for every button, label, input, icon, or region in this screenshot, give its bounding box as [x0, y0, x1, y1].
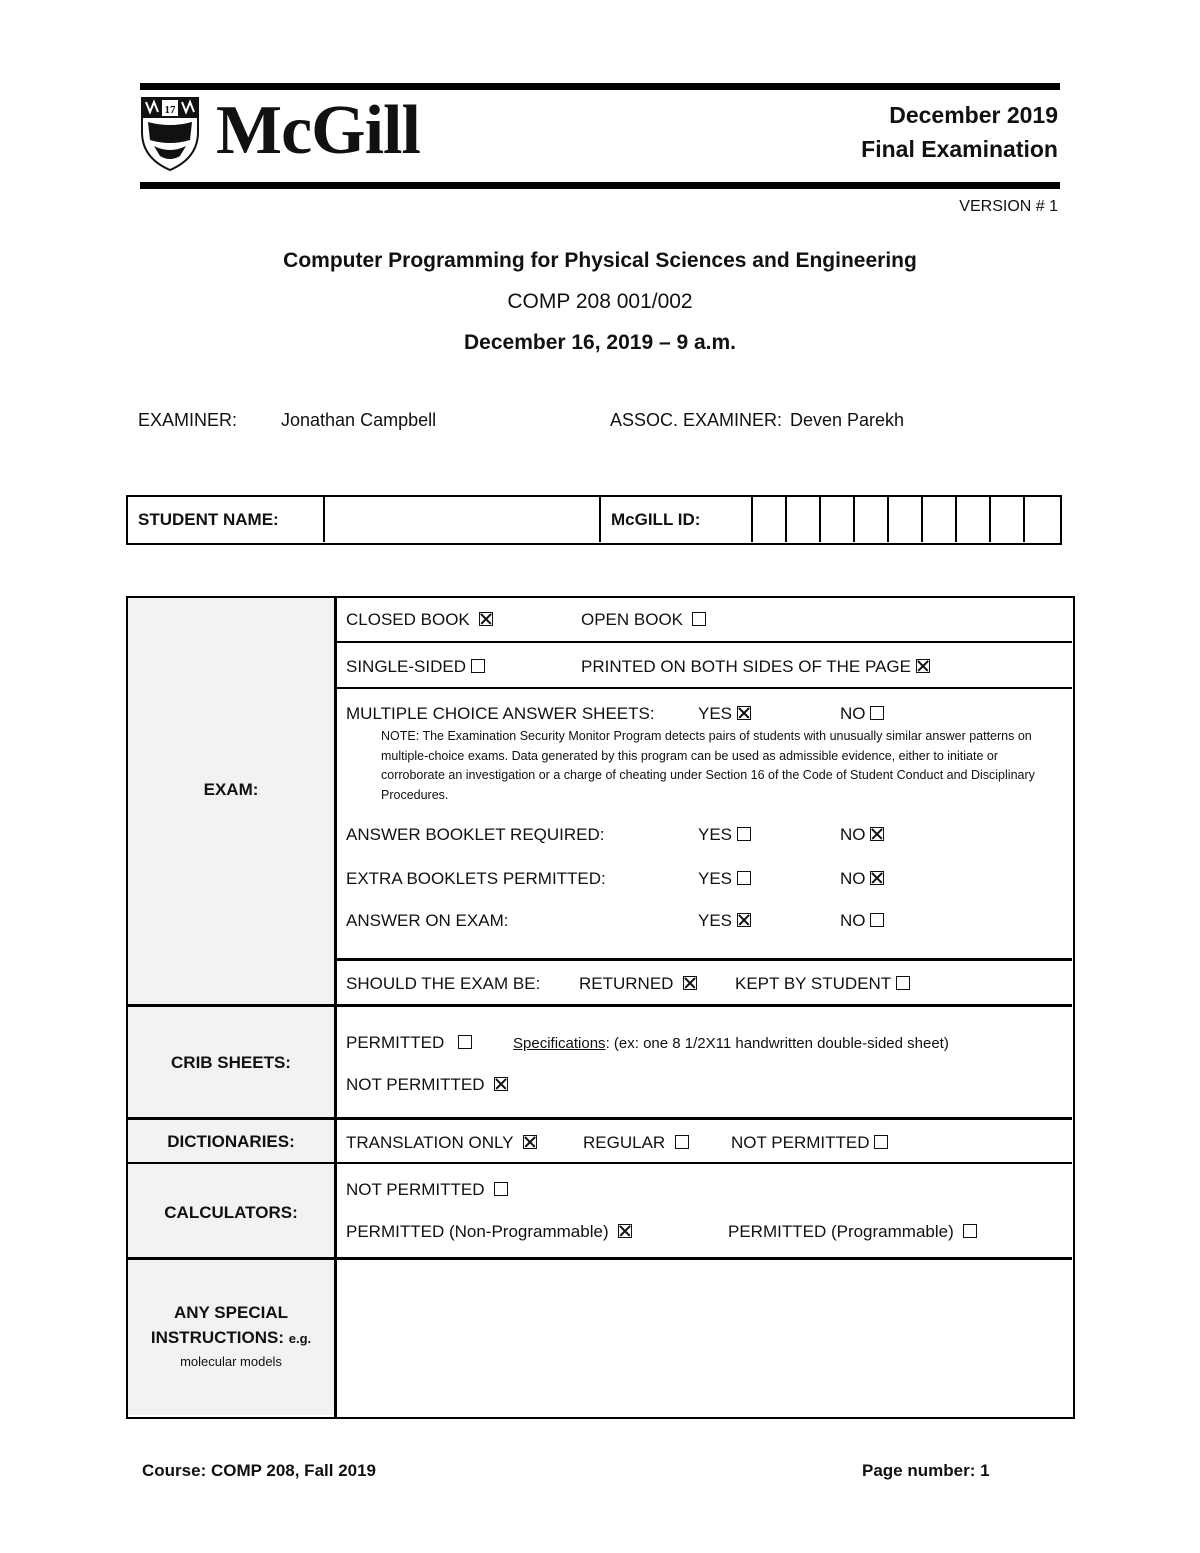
- exam-label: EXAM:: [203, 780, 259, 799]
- yes-label: YES: [698, 825, 733, 844]
- calc-not-permitted-option[interactable]: [346, 1180, 508, 1200]
- extra-no-checkbox[interactable]: [870, 871, 884, 885]
- id-digit-box[interactable]: [989, 496, 1023, 542]
- crib-not-permitted-label: NOT PERMITTED: [346, 1075, 485, 1094]
- single-sided-checkbox[interactable]: [471, 659, 485, 673]
- divider: [323, 496, 325, 542]
- crib-not-permitted-option[interactable]: [346, 1075, 508, 1095]
- row-divider: [337, 641, 1072, 643]
- special-instructions-label-2: [128, 1328, 334, 1348]
- yes-label: YES: [698, 911, 733, 930]
- special-instructions-example: molecular models: [180, 1354, 282, 1369]
- calc-non-prog-label: PERMITTED (Non-Programmable): [346, 1222, 609, 1241]
- single-sided-label: SINGLE-SIDED: [346, 657, 466, 676]
- exam-type: Final Examination: [861, 136, 1058, 162]
- version-number: VERSION # 1: [959, 198, 1058, 215]
- crib-sheets-label: CRIB SHEETS:: [171, 1053, 291, 1072]
- dict-translation-checkbox[interactable]: [523, 1135, 537, 1149]
- dict-translation-label: TRANSLATION ONLY: [346, 1133, 514, 1152]
- examiner-name: Jonathan Campbell: [281, 410, 437, 430]
- booklet-required-label: ANSWER BOOKLET REQUIRED:: [346, 825, 605, 844]
- kept-checkbox[interactable]: [896, 976, 910, 990]
- assoc-examiner-name: Deven Parekh: [790, 410, 905, 430]
- footer-course: Course: COMP 208, Fall 2019: [142, 1461, 377, 1480]
- closed-book-checkbox[interactable]: [479, 612, 493, 626]
- divider: [599, 496, 601, 542]
- booklet-yes-checkbox[interactable]: [737, 827, 751, 841]
- dict-regular-option[interactable]: [583, 1133, 689, 1153]
- extra-booklets-label: EXTRA BOOKLETS PERMITTED:: [346, 869, 606, 888]
- calc-prog-label: PERMITTED (Programmable): [728, 1222, 954, 1241]
- both-sides-label: PRINTED ON BOTH SIDES OF THE PAGE: [581, 657, 911, 676]
- no-label: NO: [840, 869, 866, 888]
- dict-regular-label: REGULAR: [583, 1133, 666, 1152]
- no-label: NO: [840, 911, 866, 930]
- both-sides-checkbox[interactable]: [916, 659, 930, 673]
- mc-sheets-label: MULTIPLE CHOICE ANSWER SHEETS:: [346, 704, 655, 723]
- assoc-examiner-label: ASSOC. EXAMINER:: [610, 410, 783, 430]
- calc-not-permitted-label: NOT PERMITTED: [346, 1180, 485, 1199]
- answer-no-option[interactable]: [840, 911, 884, 931]
- calc-prog-checkbox[interactable]: [963, 1224, 977, 1238]
- course-title: Computer Programming for Physical Sciences and Engineering: [283, 249, 917, 272]
- calc-not-permitted-checkbox[interactable]: [494, 1182, 508, 1196]
- dict-not-permitted-option[interactable]: [731, 1133, 888, 1153]
- open-book-label: OPEN BOOK: [581, 610, 684, 629]
- dictionaries-label: DICTIONARIES:: [167, 1132, 295, 1151]
- extra-yes-option[interactable]: [698, 869, 751, 889]
- mc-yes-checkbox[interactable]: [737, 706, 751, 720]
- booklet-no-checkbox[interactable]: [870, 827, 884, 841]
- crib-not-permitted-checkbox[interactable]: [494, 1077, 508, 1091]
- column-divider: [334, 598, 337, 1417]
- should-exam-be-label: SHOULD THE EXAM BE:: [346, 974, 541, 993]
- mc-no-option[interactable]: [840, 704, 884, 724]
- crib-permitted-label: PERMITTED: [346, 1033, 445, 1052]
- calc-non-prog-option[interactable]: [346, 1222, 632, 1242]
- crib-specifications: [513, 1035, 949, 1052]
- closed-book-label: CLOSED BOOK: [346, 610, 470, 629]
- header-bottom-rule: [140, 182, 1060, 189]
- exam-datetime: December 16, 2019 – 9 a.m.: [463, 331, 736, 354]
- returned-checkbox[interactable]: [683, 976, 697, 990]
- kept-option[interactable]: [735, 974, 910, 994]
- answer-no-checkbox[interactable]: [870, 913, 884, 927]
- returned-option[interactable]: [579, 974, 697, 994]
- special-instructions-heading: INSTRUCTIONS:: [150, 1328, 285, 1347]
- answer-yes-option[interactable]: [698, 911, 751, 931]
- crib-permitted-option[interactable]: [346, 1033, 472, 1053]
- returned-label: RETURNED: [579, 974, 674, 993]
- yes-label: YES: [698, 869, 733, 888]
- crib-spec-text: : (ex: one 8 1/2X11 handwritten double-sided sheet): [605, 1035, 949, 1052]
- mcgill-id-label: McGILL ID:: [611, 510, 701, 529]
- student-name-label: STUDENT NAME:: [138, 510, 279, 529]
- no-label: NO: [840, 825, 866, 844]
- calculators-label: CALCULATORS:: [164, 1203, 298, 1222]
- extra-no-option[interactable]: [840, 869, 884, 889]
- no-label: NO: [840, 704, 866, 723]
- row-divider: [337, 958, 1072, 961]
- answer-yes-checkbox[interactable]: [737, 913, 751, 927]
- special-instructions-eg: e.g.: [288, 1331, 312, 1346]
- row-divider: [128, 1257, 1072, 1260]
- mc-no-checkbox[interactable]: [870, 706, 884, 720]
- special-instructions-label-1: ANY SPECIAL: [174, 1303, 288, 1322]
- dict-translation-option[interactable]: [346, 1133, 537, 1153]
- student-name-field[interactable]: [327, 498, 597, 540]
- id-digit-box[interactable]: [785, 496, 819, 542]
- crib-spec-label: Specifications: [513, 1035, 606, 1052]
- kept-label: KEPT BY STUDENT: [735, 974, 891, 993]
- crib-permitted-checkbox[interactable]: [458, 1035, 472, 1049]
- both-sides-option[interactable]: [581, 657, 930, 677]
- row-divider: [128, 1162, 1072, 1164]
- mcgill-crest-icon: [140, 96, 200, 172]
- row-divider: [128, 1004, 1072, 1007]
- footer-page-number: Page number: 1: [862, 1461, 990, 1480]
- id-digit-box[interactable]: [819, 496, 853, 542]
- examiner-label: EXAMINER:: [138, 410, 238, 430]
- id-digit-box[interactable]: [1023, 496, 1057, 542]
- id-digit-box[interactable]: [921, 496, 955, 542]
- special-instructions-field[interactable]: [338, 1261, 1070, 1413]
- dict-regular-checkbox[interactable]: [675, 1135, 689, 1149]
- mc-yes-option[interactable]: [698, 704, 751, 724]
- course-code: COMP 208 001/002: [507, 290, 693, 313]
- id-digit-box[interactable]: [887, 496, 921, 542]
- open-book-checkbox[interactable]: [692, 612, 706, 626]
- row-divider: [337, 687, 1072, 689]
- open-book-option[interactable]: [581, 610, 706, 630]
- dict-not-permitted-checkbox[interactable]: [874, 1135, 888, 1149]
- crest-number: 17: [164, 104, 176, 116]
- university-logo-text: McGill: [216, 92, 420, 169]
- booklet-no-option[interactable]: [840, 825, 884, 845]
- id-digit-box[interactable]: [853, 496, 887, 542]
- closed-book-option[interactable]: [346, 610, 493, 630]
- security-note: NOTE: The Examination Security Monitor Program detects pairs of students with unusually similar answer patterns on multiple-choice exams. Data generated by this program can be used as admissible evidence, either to initiate or corroborate an investigation or a charge of cheating under Section 16 of the Code of Student Conduct and Disciplinary Procedures.: [381, 729, 1035, 802]
- dict-not-permitted-label: NOT PERMITTED: [731, 1133, 870, 1152]
- row-divider: [128, 1117, 1072, 1120]
- answer-on-exam-label: ANSWER ON EXAM:: [346, 911, 509, 930]
- single-sided-option[interactable]: [346, 657, 485, 677]
- yes-label: YES: [698, 704, 733, 723]
- calc-prog-option[interactable]: [728, 1222, 977, 1242]
- header-top-rule: [140, 83, 1060, 90]
- id-digit-box[interactable]: [955, 496, 989, 542]
- booklet-yes-option[interactable]: [698, 825, 751, 845]
- exam-date: December 2019: [889, 102, 1058, 128]
- calc-non-prog-checkbox[interactable]: [618, 1224, 632, 1238]
- extra-yes-checkbox[interactable]: [737, 871, 751, 885]
- divider: [751, 496, 753, 542]
